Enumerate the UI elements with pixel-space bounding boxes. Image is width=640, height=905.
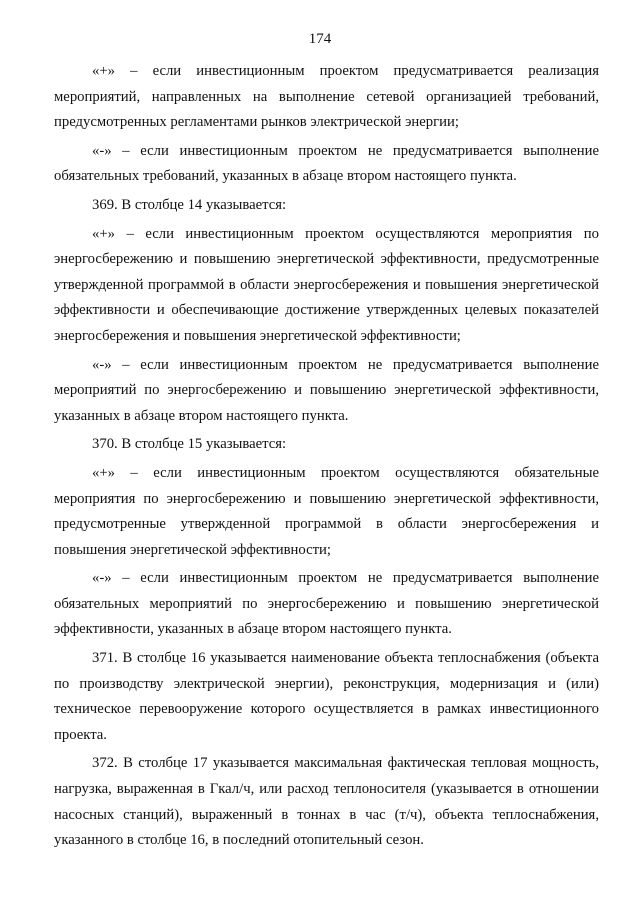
paragraph-370-minus: «-» – если инвестиционным проектом не предусматривается выполнение обязательных мероприятий по энергосбережению и повышению энергетической эффективности, указанных в абзаце втором настоящего пункта. xyxy=(54,570,599,638)
document-body xyxy=(54,59,599,854)
paragraph-369-heading: 369. В столбце 14 указывается: xyxy=(92,196,287,213)
paragraph-369-minus: «-» – если инвестиционным проектом не предусматривается выполнение мероприятий по энергосбережению и повышению энергетической эффективности, указанных в абзаце втором настоящего пункта. xyxy=(54,356,599,424)
paragraph-370-heading: 370. В столбце 15 указывается: xyxy=(92,436,287,453)
paragraph-371: 371. В столбце 16 указывается наименование объекта теплоснабжения (объекта по производству электрической энергии), реконструкция, модернизация и (или) техническое перевооружение которого осуществляется в рамках инвестиционного проекта. xyxy=(54,650,599,743)
paragraph-372: 372. В столбце 17 указывается максимальная фактическая тепловая мощность, нагрузка, выраженная в Гкал/ч, или расход теплоносителя (указывается в отношении насосных станций), выраженный в тоннах в час (т/ч), объекта теплоснабжения, указанного в столбце 16, в последний отопительный сезон. xyxy=(54,755,599,849)
paragraph-minus-requirements: «-» – если инвестиционным проектом не предусматривается выполнение обязательных требований, указанных в абзаце втором настоящего пункта. xyxy=(54,142,599,185)
paragraph-plus-requirements: «+» – если инвестиционным проектом предусматривается реализация мероприятий, направленных на выполнение сетевой организацией требований, предусмотренных регламентами рынков электрической энергии; xyxy=(54,63,599,131)
paragraph-369-plus: «+» – если инвестиционным проектом осуществляются мероприятия по энергосбережению и повышению энергетической эффективности, предусмотренные утвержденной программой в области энергосбережения и повышения энергетической эффективности и обеспечивающие достижение утвержденных целевых показателей энергосбережения и повышения энергетической эффективности; xyxy=(54,225,599,344)
paragraph-370-plus: «+» – если инвестиционным проектом осуществляются обязательные мероприятия по энергосбережению и повышению энергетической эффективности, предусмотренные утвержденной программой в области энергосбережения и повышения энергетической эффективности; xyxy=(54,464,599,558)
page-number: 174 xyxy=(308,31,332,47)
